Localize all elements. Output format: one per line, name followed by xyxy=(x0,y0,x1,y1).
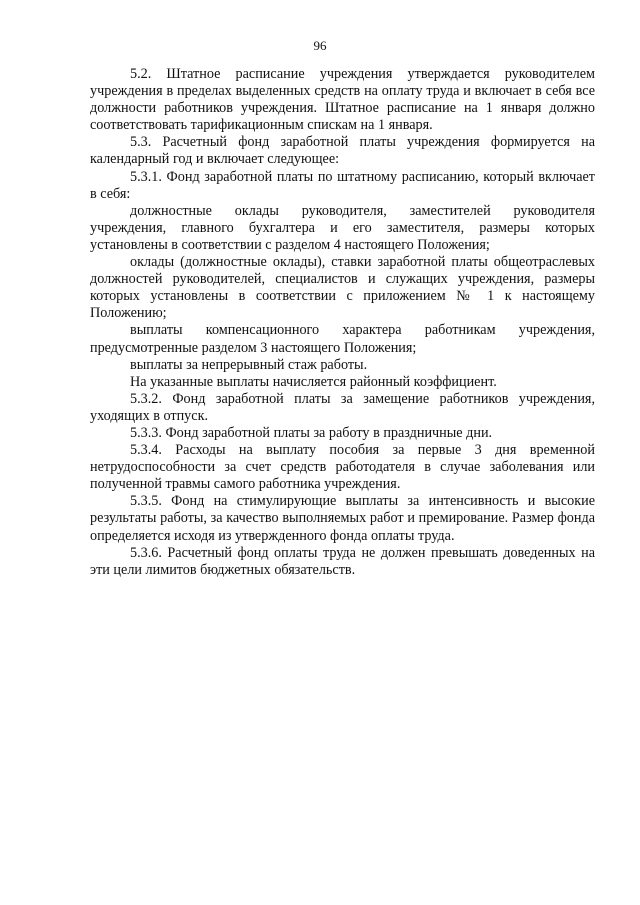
paragraph-5-3-3: 5.3.3. Фонд заработной платы за работу в праздничные дни. xyxy=(130,424,493,441)
paragraph-5-2: 5.2. Штатное расписание учреждения утверждается руководителем учреждения в пределах выделенных средств на оплату труда и включает в себя все должности работников учреждения. Штатное расписание на 1 января должно соответствовать тарификационным спискам на 1 января. xyxy=(90,66,595,134)
document-body xyxy=(90,66,595,579)
paragraph-regional-coefficient: На указанные выплаты начисляется районный коэффициент. xyxy=(130,373,497,390)
paragraph-5-3: 5.3. Расчетный фонд заработной платы учреждения формируется на календарный год и включает следующее: xyxy=(90,134,595,168)
paragraph-5-3-2: 5.3.2. Фонд заработной платы за замещение работников учреждения, уходящих в отпуск. xyxy=(90,390,595,424)
paragraph-5-3-5: 5.3.5. Фонд на стимулирующие выплаты за интенсивность и высокие результаты работы, за качество выполняемых работ и премирование. Размер фонда определяется исходя из утвержденного фонда оплаты труда. xyxy=(90,493,595,544)
list-item-official-salaries: должностные оклады руководителя, заместителей руководителя учреждения, главного бухгалтера и его заместителя, размеры которых установлены в соответствии с разделом 4 настоящего Положения; xyxy=(90,202,595,253)
paragraph-5-3-6: 5.3.6. Расчетный фонд оплаты труда не должен превышать доведенных на эти цели лимитов бюджетных обязательств. xyxy=(90,544,595,578)
list-item-salary-rates: оклады (должностные оклады), ставки заработной платы общеотраслевых должностей руководителей, специалистов и служащих учреждения, размеры которых установлены в соответствии с приложением № 1 к настоящему Положению; xyxy=(90,254,595,322)
paragraph-5-3-1: 5.3.1. Фонд заработной платы по штатному расписанию, который включает в себя: xyxy=(90,168,595,202)
list-item-compensation-payments: выплаты компенсационного характера работникам учреждения, предусмотренные разделом 3 настоящего Положения; xyxy=(90,322,595,356)
page-number: 96 xyxy=(313,38,327,53)
paragraph-5-3-4: 5.3.4. Расходы на выплату пособия за первые 3 дня временной нетрудоспособности за счет средств работодателя в случае заболевания или полученной травмы самого работника учреждения. xyxy=(90,442,595,493)
list-item-seniority-payments: выплаты за непрерывный стаж работы. xyxy=(130,356,368,373)
